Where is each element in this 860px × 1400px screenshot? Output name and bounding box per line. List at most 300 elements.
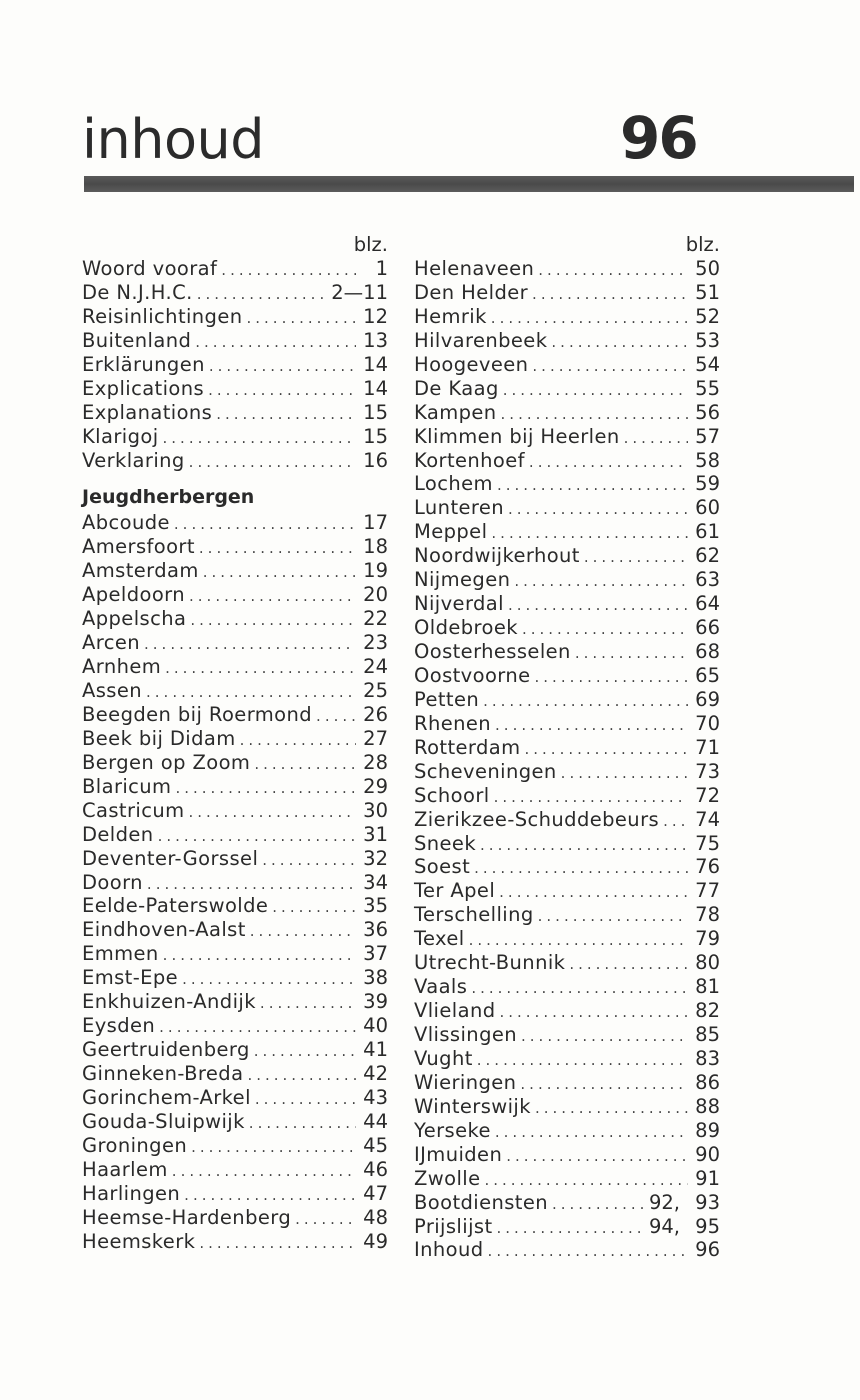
entry-label: Rotterdam	[414, 735, 521, 759]
toc-entry[interactable]	[82, 751, 388, 775]
dot-leader	[255, 1088, 356, 1112]
toc-entry[interactable]	[414, 592, 720, 616]
entry-label: Emmen	[82, 942, 159, 966]
dot-leader	[584, 546, 688, 570]
entry-page: 91	[695, 1166, 720, 1190]
entry-label: Blaricum	[82, 774, 172, 798]
toc-entry[interactable]	[82, 823, 388, 847]
dot-leader	[535, 1097, 688, 1121]
dot-leader	[175, 777, 356, 801]
dot-leader	[514, 570, 688, 594]
dot-leader	[316, 705, 356, 729]
toc-entry[interactable]	[82, 559, 388, 583]
entry-label: Bergen op Zoom	[82, 750, 251, 774]
dot-leader	[250, 920, 356, 944]
entry-label: Groningen	[82, 1133, 188, 1157]
entry-label: De N.J.H.C.	[82, 280, 193, 304]
entry-label: Vlissingen	[414, 1023, 518, 1046]
entry-page: 83	[695, 1046, 720, 1070]
toc-entry[interactable]	[414, 1143, 720, 1167]
toc-entry[interactable]	[414, 1215, 720, 1239]
dot-leader	[522, 618, 688, 642]
entry-page: 76	[695, 855, 720, 879]
toc-entry[interactable]	[414, 640, 720, 664]
entry-label: Zierikzee-Schuddebeurs	[414, 807, 660, 831]
multi-page-list	[414, 1191, 720, 1239]
dot-leader	[159, 1016, 356, 1040]
toc-entry[interactable]	[414, 1238, 720, 1262]
entry-label: Sneek	[414, 831, 477, 855]
entry-page: 43	[363, 1085, 388, 1109]
dot-leader	[240, 729, 356, 753]
toc-entry[interactable]	[414, 257, 720, 281]
toc-entry[interactable]	[414, 951, 720, 975]
entry-page: 75	[695, 831, 720, 855]
entry-page: 40	[363, 1014, 388, 1038]
entry-label: Lochem	[414, 472, 493, 496]
entry-page: 68	[695, 640, 720, 663]
entry-label: Geertruidenberg	[82, 1038, 250, 1062]
entry-page: 15	[363, 400, 388, 424]
entry-label: Bootdiensten	[414, 1190, 548, 1214]
entry-label: Emst-Epe	[82, 966, 179, 990]
dot-leader	[172, 1160, 356, 1184]
toc-entry[interactable]	[414, 975, 720, 999]
entry-label: Oostvoorne	[414, 663, 531, 687]
entry-page: 30	[363, 798, 388, 822]
toc-entry[interactable]	[82, 1158, 388, 1182]
entry-page: 1	[375, 257, 388, 280]
toc-entry[interactable]	[82, 1038, 388, 1062]
entry-label: Buitenland	[82, 328, 192, 352]
entry-page: 12	[363, 304, 388, 328]
toc-entry[interactable]	[414, 1191, 720, 1215]
toc-entry[interactable]	[414, 401, 720, 425]
entry-label: Eelde-Paterswolde	[82, 894, 269, 918]
dot-leader	[189, 585, 356, 609]
dot-leader	[501, 403, 688, 427]
toc-entry[interactable]	[82, 799, 388, 823]
entry-label: IJmuiden	[414, 1142, 503, 1166]
dot-leader	[488, 1240, 688, 1264]
hostel-list	[82, 511, 388, 1253]
page-title: inhoud	[82, 108, 264, 171]
toc-entry[interactable]	[82, 1110, 388, 1134]
toc-entry[interactable]	[414, 760, 720, 784]
entry-page: 51	[695, 280, 720, 304]
entry-page: 58	[695, 448, 720, 472]
dot-leader	[262, 849, 356, 873]
entry-label: Den Helder	[414, 280, 529, 304]
dot-leader	[508, 594, 688, 618]
dot-leader	[146, 681, 356, 705]
entry-page: 86	[695, 1070, 720, 1094]
entry-label: Amsterdam	[82, 559, 199, 583]
dot-leader	[538, 259, 688, 283]
dot-leader	[221, 259, 356, 283]
toc-entry[interactable]	[82, 894, 388, 918]
dot-leader	[184, 1184, 356, 1208]
hostel-list	[414, 257, 720, 1191]
toc-entry[interactable]	[82, 449, 388, 473]
entry-page: 20	[363, 583, 388, 607]
entry-label: Ter Apel	[414, 879, 496, 903]
entry-page: 73	[695, 759, 720, 783]
toc-entry[interactable]	[414, 353, 720, 377]
toc-entry[interactable]	[414, 688, 720, 712]
dot-leader	[189, 451, 356, 475]
dot-leader	[469, 929, 688, 953]
entry-label: Erklärungen	[82, 352, 205, 376]
header-rule	[84, 176, 854, 192]
entry-label: Nijverdal	[414, 592, 504, 616]
entry-label: Winterswijk	[414, 1094, 531, 1118]
entry-page: 69	[695, 687, 720, 711]
dot-leader	[551, 331, 688, 355]
entry-page: 36	[363, 918, 388, 942]
toc-entry[interactable]	[414, 999, 720, 1023]
toc-entry[interactable]	[82, 1134, 388, 1158]
dot-leader	[260, 992, 356, 1016]
dot-leader	[569, 953, 688, 977]
entry-label: Helenaveen	[414, 257, 535, 280]
entry-label: Klarigoj	[82, 424, 159, 448]
page-number: 96	[620, 104, 697, 172]
entry-label: Eindhoven-Aalst	[82, 918, 246, 942]
dot-leader	[247, 307, 357, 331]
entry-page: 45	[363, 1133, 388, 1157]
toc-entry[interactable]	[82, 871, 388, 895]
entry-label: Woord vooraf	[82, 257, 218, 280]
dot-leader	[491, 522, 688, 546]
toc-entry[interactable]	[82, 281, 388, 305]
entry-page: 29	[363, 774, 388, 798]
entry-page: 41	[363, 1038, 388, 1062]
toc-entry[interactable]	[414, 1167, 720, 1191]
entry-label: Prijslijst	[414, 1214, 493, 1238]
dot-leader	[158, 825, 356, 849]
toc-entry[interactable]	[82, 631, 388, 655]
toc-right-column	[414, 233, 720, 1262]
toc-entry[interactable]	[414, 281, 720, 305]
toc-entry[interactable]	[82, 401, 388, 425]
entry-label: Rhenen	[414, 711, 492, 735]
toc-entry[interactable]	[414, 879, 720, 903]
entry-page: 25	[363, 679, 388, 702]
entry-label: Delden	[82, 822, 154, 846]
entry-label: Hoogeveen	[414, 352, 529, 376]
toc-entry[interactable]	[414, 544, 720, 568]
toc-entry[interactable]	[414, 472, 720, 496]
toc-entry[interactable]	[414, 832, 720, 856]
toc-entry[interactable]	[82, 727, 388, 751]
toc-entry[interactable]	[82, 1062, 388, 1086]
entry-label: Heemse-Hardenberg	[82, 1205, 292, 1229]
toc-entry[interactable]	[82, 655, 388, 679]
toc-entry[interactable]	[82, 1206, 388, 1230]
entry-label: Doorn	[82, 870, 143, 894]
toc-left-column	[82, 233, 388, 1254]
entry-label: Nijmegen	[414, 568, 511, 592]
entry-page: 59	[695, 472, 720, 496]
toc-entry[interactable]	[414, 808, 720, 832]
dot-leader	[295, 1208, 356, 1232]
entry-label: Vught	[414, 1046, 473, 1070]
dot-leader	[561, 762, 688, 786]
entry-label: Klimmen bij Heerlen	[414, 424, 620, 448]
entry-page: 66	[695, 616, 720, 640]
dot-leader	[497, 1217, 643, 1241]
toc-entry[interactable]	[414, 568, 720, 592]
entry-label: Hilvarenbeek	[414, 328, 548, 352]
dot-leader	[495, 1121, 688, 1145]
entry-page: 44	[363, 1109, 388, 1133]
toc-entry[interactable]	[82, 775, 388, 799]
toc-entry[interactable]	[414, 449, 720, 473]
final-entry	[414, 1238, 720, 1262]
toc-entry[interactable]	[82, 1014, 388, 1038]
entry-page: 77	[695, 879, 720, 903]
toc-entry[interactable]	[82, 703, 388, 727]
dot-leader	[197, 283, 326, 307]
intro-list	[82, 257, 388, 472]
entry-page: 48	[363, 1205, 388, 1229]
toc-entry[interactable]	[82, 511, 388, 535]
entry-label: De Kaag	[414, 376, 499, 400]
toc-entry[interactable]	[82, 847, 388, 871]
entry-label: Inhoud	[414, 1238, 484, 1262]
entry-page: 71	[695, 735, 720, 759]
toc-entry[interactable]	[414, 855, 720, 879]
toc-entry[interactable]	[414, 1023, 720, 1047]
dot-leader	[209, 355, 356, 379]
entry-page: 22	[363, 607, 388, 631]
dot-leader	[538, 905, 688, 929]
entry-page: 82	[695, 999, 720, 1023]
entry-page: 42	[363, 1062, 388, 1085]
entry-label: Lunteren	[414, 496, 505, 520]
toc-entry[interactable]	[82, 583, 388, 607]
entry-label: Appelscha	[82, 607, 187, 631]
toc-entry[interactable]	[414, 305, 720, 329]
section-heading: Jeugdherbergen	[82, 486, 255, 509]
dot-leader	[195, 331, 356, 355]
entry-label: Texel	[414, 927, 465, 951]
toc-entry[interactable]	[414, 1047, 720, 1071]
entry-page: 88	[695, 1094, 720, 1118]
entry-label: Eysden	[82, 1014, 156, 1038]
entry-page-second: 93	[695, 1190, 720, 1214]
dot-leader	[272, 896, 356, 920]
toc-entry[interactable]	[414, 425, 720, 449]
toc-entry[interactable]	[82, 353, 388, 377]
entry-label: Verklaring	[82, 448, 185, 472]
toc-entry[interactable]	[414, 1095, 720, 1119]
dot-leader	[499, 1001, 688, 1025]
toc-entry[interactable]	[414, 1071, 720, 1095]
entry-page: 50	[695, 257, 720, 280]
dot-leader	[480, 834, 688, 858]
entry-page: 81	[695, 975, 720, 999]
entry-label: Gouda-Sluipwijk	[82, 1109, 245, 1133]
dot-leader	[494, 786, 688, 810]
toc-entry[interactable]	[82, 607, 388, 631]
entry-page: 78	[695, 903, 720, 927]
entry-page: 55	[695, 376, 720, 400]
entry-page: 64	[695, 592, 720, 616]
entry-page: 37	[363, 942, 388, 966]
entry-label: Utrecht-Bunnik	[414, 951, 566, 975]
entry-label: Vlieland	[414, 999, 496, 1023]
entry-page: 16	[363, 448, 388, 472]
entry-page: 46	[363, 1157, 388, 1181]
entry-label: Soest	[414, 855, 471, 879]
entry-page: 28	[363, 750, 388, 774]
dot-leader	[484, 1169, 688, 1193]
entry-page: 63	[695, 568, 720, 592]
entry-label: Assen	[82, 679, 143, 702]
entry-page: 24	[363, 655, 388, 679]
entry-page: 57	[695, 424, 720, 448]
toc-entry[interactable]	[414, 927, 720, 951]
entry-label: Ginneken-Breda	[82, 1062, 244, 1085]
dot-leader	[532, 355, 688, 379]
entry-label: Castricum	[82, 798, 185, 822]
dot-leader	[624, 427, 688, 451]
toc-entry[interactable]	[414, 520, 720, 544]
entry-page: 89	[695, 1118, 720, 1142]
dot-leader	[497, 474, 688, 498]
toc-entry[interactable]	[414, 496, 720, 520]
dot-leader	[165, 657, 356, 681]
dot-leader	[203, 561, 356, 585]
entry-label: Kortenhoef	[414, 448, 525, 472]
toc-entry[interactable]	[82, 1230, 388, 1254]
dot-leader	[499, 881, 688, 905]
dot-leader	[503, 379, 688, 403]
entry-label: Reisinlichtingen	[82, 304, 243, 328]
entry-page: 96	[695, 1238, 720, 1262]
entry-label: Yerseke	[414, 1118, 491, 1142]
toc-entry[interactable]	[82, 425, 388, 449]
toc-entry[interactable]	[414, 664, 720, 688]
toc-entry[interactable]	[82, 305, 388, 329]
toc-entry[interactable]	[82, 1086, 388, 1110]
toc-entry[interactable]	[82, 329, 388, 353]
entry-label: Heemskerk	[82, 1229, 196, 1253]
entry-page: 32	[363, 846, 388, 870]
dot-leader	[182, 968, 356, 992]
dot-leader	[188, 801, 356, 825]
entry-page: 65	[695, 663, 720, 687]
entry-page: 19	[363, 559, 388, 583]
toc-entry[interactable]	[414, 616, 720, 640]
entry-page: 56	[695, 400, 720, 424]
toc-entry[interactable]	[82, 377, 388, 401]
dot-leader	[216, 403, 356, 427]
toc-entry[interactable]	[414, 736, 720, 760]
entry-page: 80	[695, 951, 720, 975]
dot-leader	[247, 1064, 356, 1088]
toc-entry[interactable]	[82, 257, 388, 281]
entry-page: 47	[363, 1181, 388, 1205]
dot-leader	[575, 642, 688, 666]
toc-entry[interactable]	[414, 784, 720, 808]
toc-entry[interactable]	[414, 329, 720, 353]
toc-entry[interactable]	[414, 1119, 720, 1143]
toc-entry[interactable]	[82, 1182, 388, 1206]
dot-leader	[208, 379, 356, 403]
entry-label: Deventer-Gorssel	[82, 846, 259, 870]
toc-entry[interactable]	[414, 903, 720, 927]
dot-leader	[477, 1049, 688, 1073]
toc-entry[interactable]	[82, 918, 388, 942]
dot-leader	[529, 451, 688, 475]
dot-leader	[163, 427, 356, 451]
entry-page: 79	[695, 927, 720, 951]
dot-leader	[190, 609, 356, 633]
toc-entry[interactable]	[414, 377, 720, 401]
dot-leader	[663, 810, 688, 834]
blz-label: blz.	[353, 233, 388, 256]
entry-page: 90	[695, 1142, 720, 1166]
toc-entry[interactable]	[82, 942, 388, 966]
toc-entry[interactable]	[82, 535, 388, 559]
dot-leader	[508, 498, 688, 522]
entry-page: 53	[695, 328, 720, 352]
entry-page-first: 92,	[648, 1190, 680, 1214]
toc-entry[interactable]	[82, 679, 388, 703]
entry-page: 60	[695, 496, 720, 520]
dot-leader	[506, 1145, 688, 1169]
dot-leader	[474, 857, 688, 881]
dot-leader	[254, 753, 356, 777]
dot-leader	[491, 307, 688, 331]
entry-page: 23	[363, 631, 388, 655]
dot-leader	[254, 1040, 356, 1064]
entry-page-second: 95	[695, 1214, 720, 1238]
entry-label: Apeldoorn	[82, 583, 186, 607]
dot-leader	[483, 690, 688, 714]
entry-page: 74	[695, 807, 720, 831]
entry-page-first: 94,	[648, 1214, 680, 1238]
entry-label: Schoorl	[414, 783, 490, 807]
dot-leader	[520, 1073, 688, 1097]
dot-leader	[199, 537, 356, 561]
dot-leader	[521, 1025, 688, 1049]
toc-entry[interactable]	[414, 712, 720, 736]
entry-label: Wieringen	[414, 1070, 517, 1094]
entry-label: Explications	[82, 376, 205, 400]
entry-page: 2—11	[331, 280, 388, 304]
entry-page: 14	[363, 376, 388, 400]
entry-page: 38	[363, 966, 388, 990]
dot-leader	[471, 977, 688, 1001]
entry-page: 49	[363, 1229, 388, 1253]
entry-label: Meppel	[414, 520, 488, 544]
entry-page: 61	[695, 520, 720, 544]
entry-page: 52	[695, 304, 720, 328]
entry-label: Petten	[414, 687, 480, 711]
dot-leader	[495, 714, 688, 738]
entry-page: 72	[695, 783, 720, 807]
entry-page: 15	[363, 424, 388, 448]
entry-page: 54	[695, 352, 720, 376]
toc-entry[interactable]	[82, 966, 388, 990]
toc-entry[interactable]	[82, 990, 388, 1014]
entry-page: 34	[363, 870, 388, 894]
entry-label: Noordwijkerhout	[414, 544, 580, 568]
